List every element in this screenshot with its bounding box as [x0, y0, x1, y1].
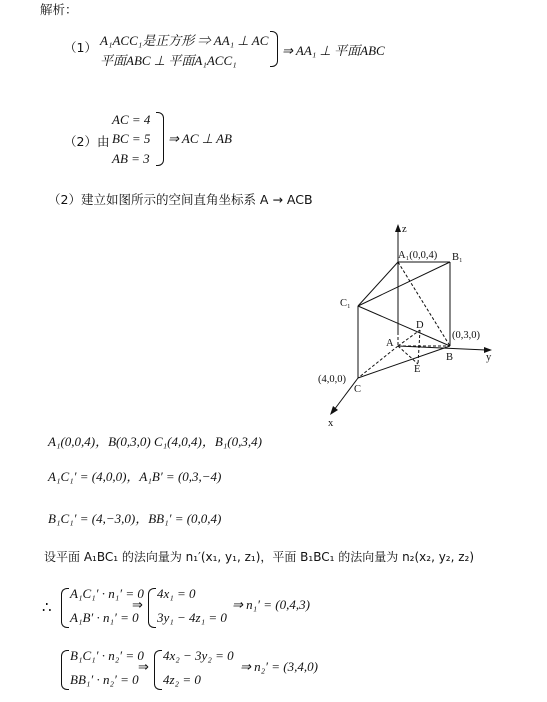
therefore-symbol: ∴	[42, 600, 52, 616]
label-C-coord: (4,0,0)	[318, 374, 346, 385]
segment-AD	[398, 330, 420, 346]
system2-result-brace	[154, 650, 162, 690]
edge-A1C1	[358, 262, 398, 306]
y-axis	[398, 346, 486, 350]
part2-ab: AB = 3	[112, 151, 150, 166]
point-coordinates: A₁(0,0,4)，B(0,3,0) C₁(4,0,4)，B₁(0,3,4)	[48, 434, 262, 449]
label-C: C	[354, 384, 362, 395]
system1-res-a: 4x₁ = 0	[157, 586, 196, 601]
system1-arrow: ⇒	[132, 597, 143, 612]
part2-ac: AC = 4	[112, 112, 151, 127]
label-A1: A₁(0,0,4)	[398, 250, 438, 261]
label-D: D	[416, 320, 424, 331]
part1-right-brace	[270, 31, 278, 67]
system2-res-a: 4x₂ − 3y₂ = 0	[163, 648, 234, 663]
system2-result: ⇒ n₂′ = (3,4,0)	[240, 659, 318, 674]
coordinate-system-text: （2）建立如图所示的空间直角坐标系 A → ACB	[48, 192, 313, 207]
system2-res-b: 4z₂ = 0	[163, 672, 201, 687]
part1-line-a: A₁ACC₁是正方形 ⇒ AA₁ ⊥ AC	[100, 33, 269, 48]
edge-C1B1	[358, 262, 450, 306]
part2-right-brace	[156, 112, 164, 166]
label-E: E	[414, 364, 421, 375]
solution-heading: 解析：	[40, 2, 78, 17]
normal-vector-sentence: 设平面 A₁BC₁ 的法向量为 n₁′(x₁, y₁, z₁)，平面 B₁BC₁ 的法向量为 n₂(x₂, y₂, z₂)	[44, 550, 475, 564]
prism-figure	[300, 220, 500, 430]
label-B: B	[446, 352, 454, 363]
part1-line-b: 平面ABC ⊥ 平面A₁ACC₁	[100, 53, 237, 68]
system1-res-b: 3y₁ − 4z₁ = 0	[157, 610, 227, 625]
segment-AE	[398, 346, 418, 364]
system1-eq-b: A₁B′ · n₁′ = 0	[70, 610, 139, 625]
system2-arrow: ⇒	[138, 659, 149, 674]
system2-eq-b: BB₁′ · n₂′ = 0	[70, 672, 139, 687]
system1-result: ⇒ n₁′ = (0,4,3)	[232, 597, 310, 612]
vector-line-1: A₁C₁′ = (4,0,0)，A₁B′ = (0,3,−4)	[48, 469, 222, 484]
system1-result-brace	[148, 588, 156, 628]
system2-eq-a: B₁C₁′ · n₂′ = 0	[70, 648, 144, 663]
part2-result: ⇒ AC ⊥ AB	[168, 131, 232, 146]
label-C1: C₁	[340, 298, 351, 309]
label-B-coord: (0,3,0)	[452, 330, 480, 341]
label-A: A	[386, 338, 394, 349]
z-axis-arrow-icon	[395, 224, 401, 232]
system1-left-brace	[61, 588, 69, 628]
x-axis-arrow-icon	[330, 406, 338, 415]
part1-result: ⇒ AA₁ ⊥ 平面ABC	[282, 43, 385, 58]
label-B1: B₁	[452, 252, 463, 263]
part2-bc: BC = 5	[112, 131, 151, 146]
label-z: z	[402, 224, 407, 235]
edge-C1B	[358, 306, 450, 346]
part1-label: （1）	[64, 40, 97, 55]
part2-label: （2）由	[64, 134, 110, 149]
x-axis-dashed	[358, 346, 398, 378]
vector-line-2: B₁C₁′ = (4,−3,0)，BB₁′ = (0,0,4)	[48, 511, 222, 526]
label-y: y	[486, 352, 492, 363]
system2-left-brace	[61, 650, 69, 690]
system1-eq-a: A₁C₁′ · n₁′ = 0	[70, 586, 144, 601]
label-x: x	[328, 418, 334, 429]
